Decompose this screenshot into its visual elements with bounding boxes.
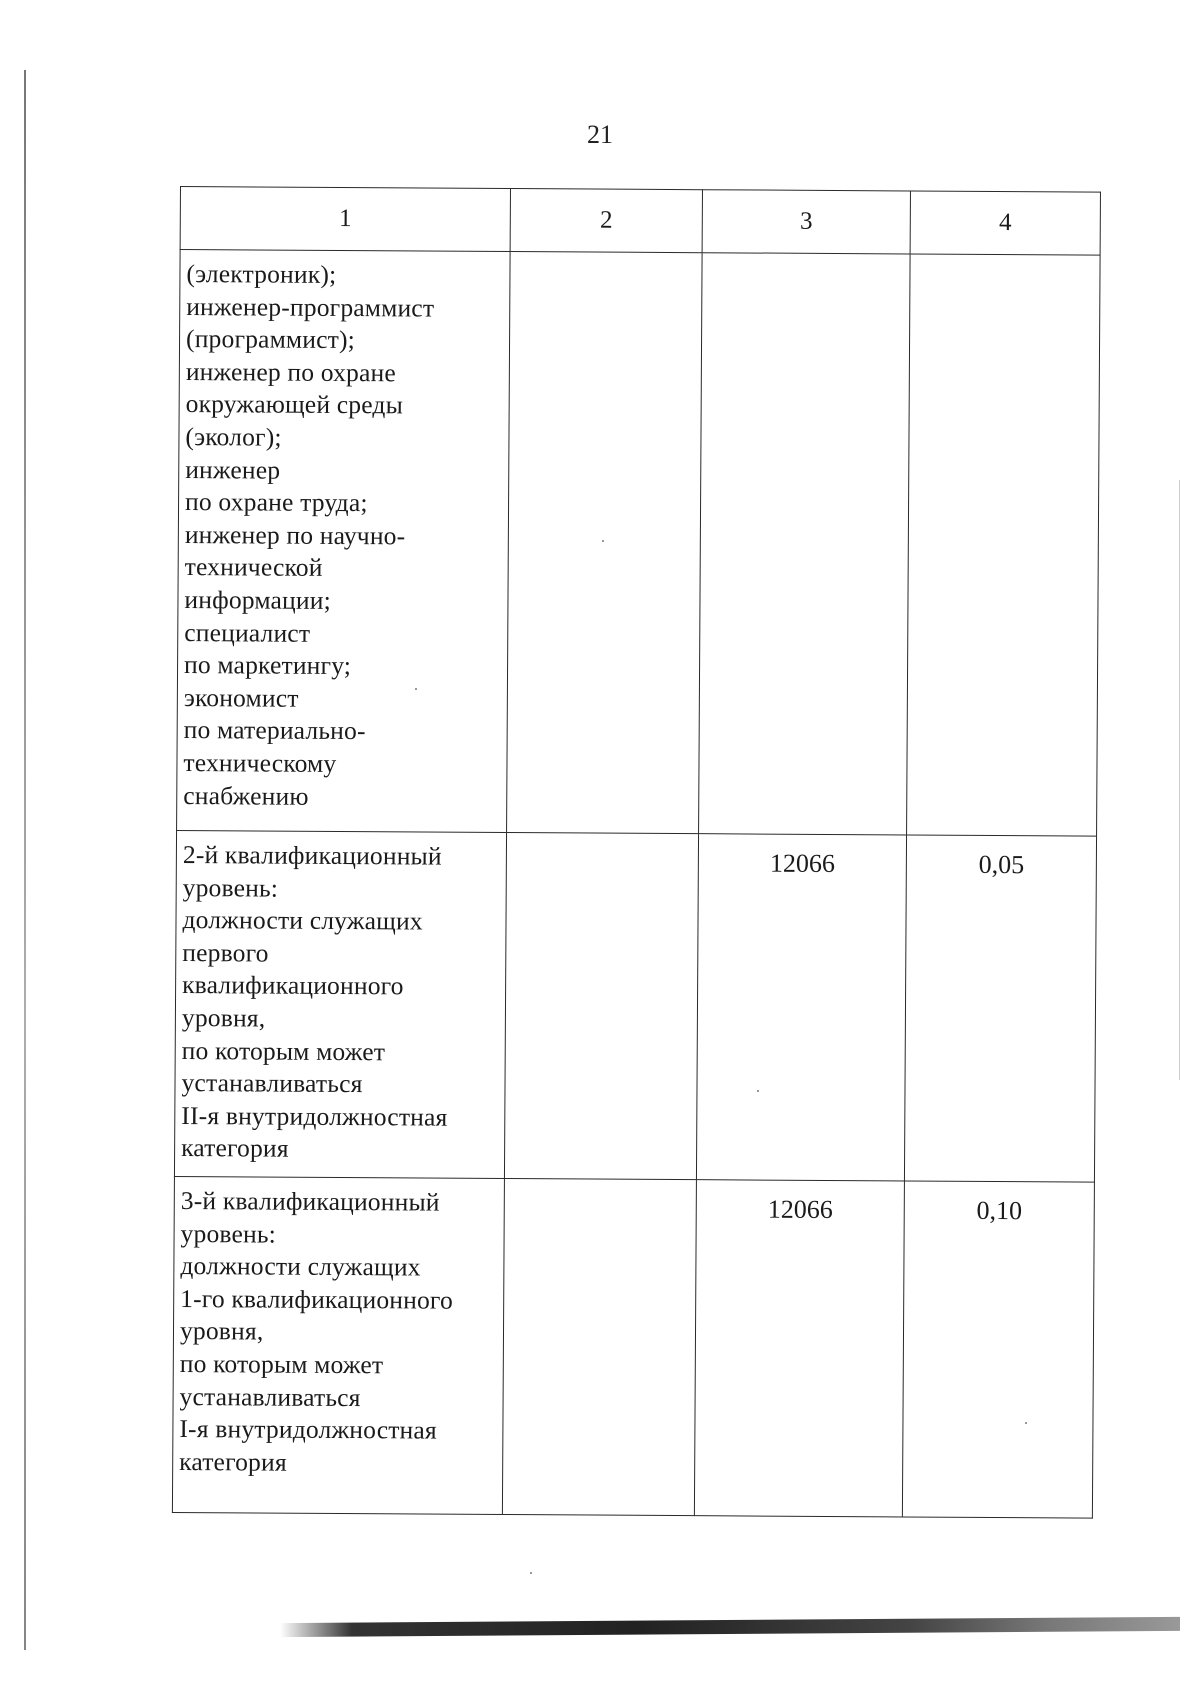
page-number: 21 <box>587 120 613 149</box>
cell-col2 <box>504 833 698 1180</box>
position-list-cell: (электроник); инженер-программист (программист); инженер по охране окружающей среды (эколог); инженер по охране труда; инженер по научно- технической информации; специалист по маркетингу; экономист по материально- техническому снабжению <box>177 250 511 833</box>
scan-left-edge <box>24 70 26 1650</box>
scan-bottom-artifact <box>280 1617 1180 1637</box>
qualification-level-3-cell: 3-й квалификационный уровень: должности служащих 1-го квалификационного уровня, по которым может устанавливаться I-я внутридолжностная категория <box>172 1176 504 1514</box>
qualification-table-wrapper <box>172 186 1100 1519</box>
cell-col3-code: 12066 <box>694 1180 904 1517</box>
cell-col3-code: 12066 <box>696 834 906 1181</box>
cell-col4 <box>907 254 1101 836</box>
cell-col4-coefficient: 0,05 <box>904 835 1096 1182</box>
scan-speck <box>530 1572 532 1574</box>
table-row <box>174 830 1096 1182</box>
cell-col2 <box>507 252 703 834</box>
qualification-level-2-cell: 2-й квалификационный уровень: должности служащих первого квалификационного уровня, по которым может устанавливаться II-я внутридолжностная категория <box>174 830 506 1178</box>
column-header-4: 4 <box>910 191 1100 255</box>
column-header-2: 2 <box>510 189 702 253</box>
column-header-1: 1 <box>180 187 510 252</box>
cell-col4-coefficient: 0,10 <box>902 1181 1094 1518</box>
scan-right-edge <box>1179 480 1180 1080</box>
table-row <box>172 1176 1094 1518</box>
cell-col2 <box>502 1179 696 1516</box>
qualification-table <box>172 186 1101 1519</box>
column-header-3: 3 <box>702 190 910 254</box>
table-row <box>177 250 1101 837</box>
cell-col3 <box>699 253 911 835</box>
table-header-row <box>180 187 1100 256</box>
